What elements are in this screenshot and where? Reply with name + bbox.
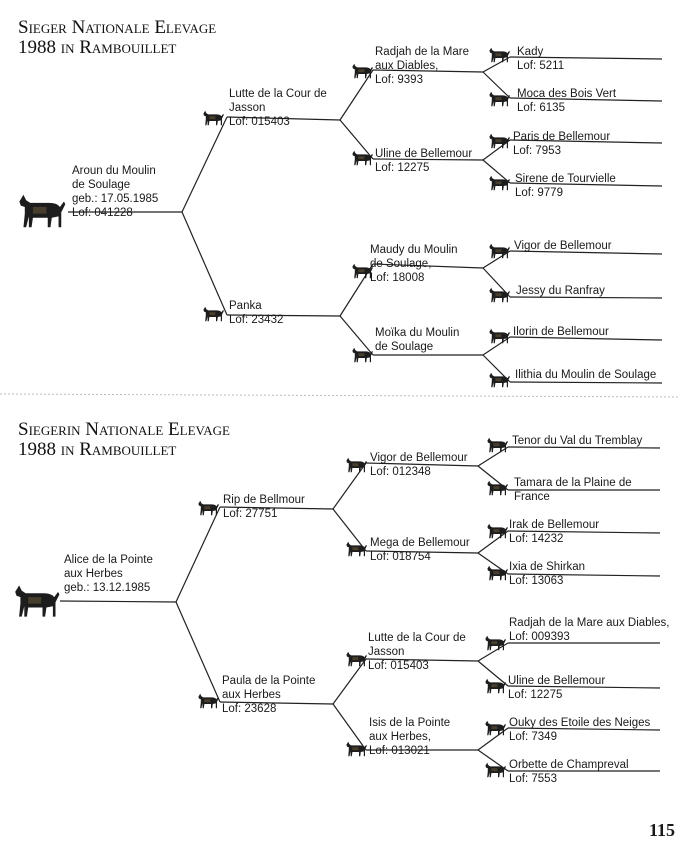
ggp-2: Moca des Bois Vert Lof: 6135 — [517, 88, 617, 114]
pedigree-1-title-line1: Sieger Nationale Elevage — [18, 17, 217, 38]
dog-icon — [485, 434, 509, 456]
dog-icon — [485, 520, 509, 542]
dam-name: Panka Lof: 23432 — [229, 300, 284, 326]
ggp-5: Radjah de la Mare aux Diables, Lof: 009393 — [509, 617, 670, 643]
ggp-7: Ouky des Etoile des Neiges Lof: 7349 — [509, 717, 651, 743]
dog-icon — [487, 240, 511, 262]
grandsire-dam-side: Maudy du Moulin de Soulage, Lof: 18008 — [370, 244, 458, 284]
granddam-sire-side: Uline de Bellemour Lof: 12275 — [375, 148, 473, 174]
ggp-3: Irak de Bellemour Lof: 14232 — [509, 519, 600, 545]
page-number: 115 — [648, 820, 675, 840]
ggp-2: Tamara de la Plaine de France — [514, 477, 632, 503]
subject-name: Alice de la Pointe aux Herbes geb.: 13.12.1985 — [64, 554, 153, 594]
dog-icon — [487, 284, 511, 306]
grandsire-dam-side: Lutte de la Cour de Jasson Lof: 015403 — [368, 632, 466, 672]
grandsire-sire-side: Vigor de Bellemour Lof: 012348 — [370, 452, 468, 478]
granddam-dam-side: Isis de la Pointe aux Herbes, Lof: 013021 — [369, 717, 451, 757]
dam-name: Paula de la Pointe aux Herbes Lof: 23628 — [222, 675, 316, 715]
granddam-sire-side: Mega de Bellemour Lof: 018754 — [370, 537, 470, 563]
dog-icon — [201, 303, 225, 325]
dog-icon — [487, 130, 511, 152]
dog-icon — [10, 577, 62, 625]
ggp-8: Ilithia du Moulin de Soulage — [515, 369, 657, 381]
granddam-dam-side: Moïka du Moulin de Soulage — [375, 327, 460, 353]
ggp-7: Ilorin de Bellemour — [513, 326, 609, 338]
dog-icon — [483, 632, 507, 654]
dog-icon — [487, 44, 511, 66]
dog-icon — [487, 88, 511, 110]
ggp-6: Uline de Bellemour Lof: 12275 — [508, 675, 606, 701]
dog-icon — [487, 325, 511, 347]
dog-icon — [344, 648, 368, 670]
dog-icon — [483, 675, 507, 697]
ggp-3: Paris de Bellemour Lof: 7953 — [513, 131, 611, 157]
dog-icon — [196, 690, 220, 712]
grandsire-sire-side: Radjah de la Mare aux Diables, Lof: 9393 — [375, 46, 469, 86]
dog-icon — [196, 497, 220, 519]
dog-icon — [344, 738, 368, 760]
pedigree-2-title-line2: 1988 in Rambouillet — [18, 439, 177, 460]
subject-name: Aroun du Moulin de Soulage geb.: 17.05.1985 Lof: 041228 — [72, 165, 159, 219]
dog-icon — [487, 172, 511, 194]
ggp-4: Ixia de Shirkan Lof: 13063 — [509, 561, 586, 587]
dog-icon — [350, 147, 374, 169]
ggp-5: Vigor de Bellemour — [514, 240, 612, 252]
ggp-8: Orbette de Champreval Lof: 7553 — [509, 759, 629, 785]
sire-name: Lutte de la Cour de Jasson Lof: 015403 — [229, 88, 327, 128]
dog-icon — [14, 186, 68, 236]
dog-icon — [483, 759, 507, 781]
ggp-4: Sirene de Tourvielle Lof: 9779 — [515, 173, 616, 199]
dog-icon — [350, 60, 374, 82]
dog-icon — [344, 454, 368, 476]
pedigree-1-title-line2: 1988 in Rambouillet — [18, 37, 177, 58]
sire-name: Rip de Bellmour Lof: 27751 — [223, 494, 305, 520]
dog-icon — [485, 562, 509, 584]
dog-icon — [485, 477, 509, 499]
dog-icon — [487, 369, 511, 391]
dog-icon — [483, 717, 507, 739]
dog-icon — [350, 344, 374, 366]
pedigree-2-title-line1: Siegerin Nationale Elevage — [18, 419, 230, 440]
ggp-1: Tenor du Val du Tremblay — [512, 435, 643, 447]
ggp-6: Jessy du Ranfray — [516, 285, 605, 297]
ggp-1: Kady Lof: 5211 — [517, 46, 565, 72]
dog-icon — [201, 107, 225, 129]
dog-icon — [344, 538, 368, 560]
